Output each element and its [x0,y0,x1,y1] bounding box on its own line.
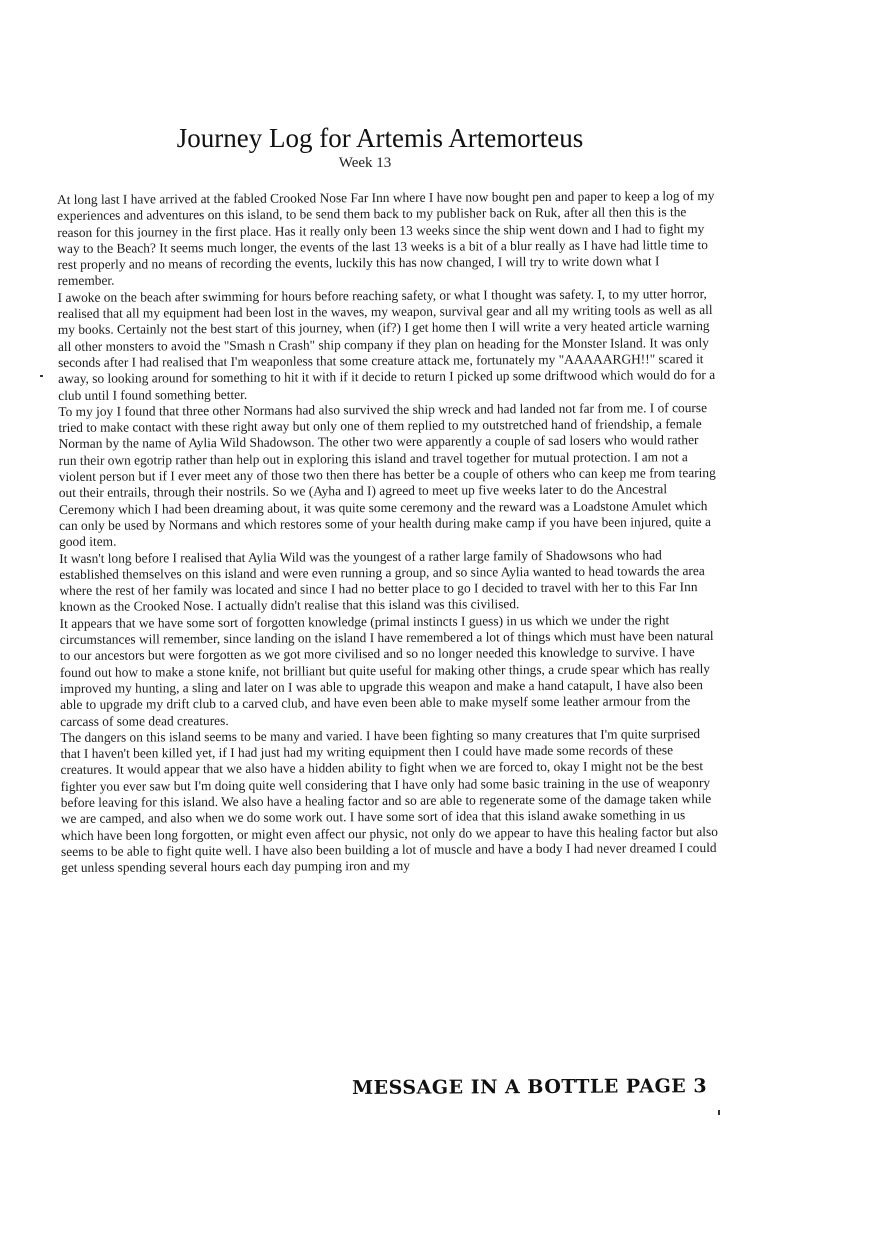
paragraph: At long last I have arrived at the fabled Crooked Nose Far Inn where I have now bought pen and paper to keep a log of my experiences and adventures on this island, to be send them back to my publisher back on Ruk, after all then this is the reason for this journey in the first place. Has it really only been 13 weeks since the ship went down and I had to fight my way to the Beach? It seems much longer, the events of the last 13 weeks is a bit of a blur really as I have had little time to rest properly and no means of recording the events, luckily this has now changed, I will try to write down what I remember. [57,187,715,289]
page-footer: MESSAGE IN A BOTTLE PAGE 3 [352,1075,708,1099]
paragraph: To my joy I found that three other Normans had also survived the ship wreck and had landed not far from me. I of course tried to make contact with these right away but only one of them replied to my outstretched hand of friendship, a female Norman by the name of Aylia Wild Shadowson. The other two were apparently a couple of sad losers who would rather run their own egotrip rather than help out in exploring this island and travel together for mutual protection. I am not a violent person but if I ever meet any of those two then there has better be a couple of others who can keep me from tearing out their entrails, through their nostrils. So we (Ayha and I) agreed to meet up five weeks later to do the Ancestral Ceremony which I had been dreaming about, it was quite some ceremony and the reward was a Loadstone Amulet which can only be used by Normans and which restores some of your health during make camp if you have been injured, quite a good item. [58,399,716,550]
paragraph: It wasn't long before I realised that Aylia Wild was the youngest of a rather large family of Shadowsons who had established themselves on this island and were even running a group, and so since Aylia wanted to head towards the area where the rest of her family was located and since I had no better place to go I decided to travel with her to this Far Inn known as the Crooked Nose. I actually didn't realise that this island was this civilised. [59,546,705,615]
page-subtitle: Week 13 [338,155,392,171]
paragraph: I awoke on the beach after swimming for hours before reaching safety, or what I thought was safety. I, to my utter horror, realised that all my equipment had been lost in the waves, my weapon, survival gear and all my writing tools as well as all my books. Certainly not the best start of this journey, when (if?) I get home then I will write a very heated article warning all other monsters to avoid the "Smash n Crash" ship company if they plan on heading for the Monster Island. It was only seconds after I had realised that I'm weaponless that some creature attack me, fortunately my "AAAAARGH!!" scared it away, so looking around for something to hit it with if it decide to return I picked up some driftwood which would do for a club until I found something better. [57,285,716,403]
paragraph: The dangers on this island seems to be many and varied. I have been fighting so many creatures that I'm quite surprised that I haven't been killed yet, if I had just had my writing equipment then I could have made some records of these creatures. It would appear that we also have a hidden ability to fight when we are forced to, okay I might not be the best fighter you ever saw but I'm doing quite well considering that I have only had some basic training in the use of weaponry before leaving for this island. We also have a healing factor and so are able to regenerate some of the damage taken while we are camped, and also when we do some work out. I have some sort of idea that this island awake something in us which have been long forgotten, or might even affect our physic, not only do we appear to have this healing factor but also seems to be able to fight quite well. I have also been building a lot of muscle and have a body I had never dreamed I could get unless spending several hours each day pumping iron and my [60,725,718,876]
paragraph: It appears that we have some sort of forgotten knowledge (primal instincts I guess) in us which we under the right circumstances will remember, since landing on the island I have remembered a lot of things which must have been natural to our ancestors but were forgotten as we got more civilised and so no longer needed this knowledge to survive. I have found out how to make a stone knife, not brilliant but quite useful for making other things, a crude spear which has really improved my hunting, a sling and later on I was able to upgrade this weapon and make a hand catapult, I have also been able to upgrade my drift club to a carved club, and have even been able to make myself some leather armour from the carcass of some dead creatures. [59,611,714,729]
journal-body [57,188,721,876]
page-title: Journey Log for Artemis Artemorteus [176,123,584,153]
scan-speck [40,375,43,377]
scan-speck [718,1110,720,1115]
